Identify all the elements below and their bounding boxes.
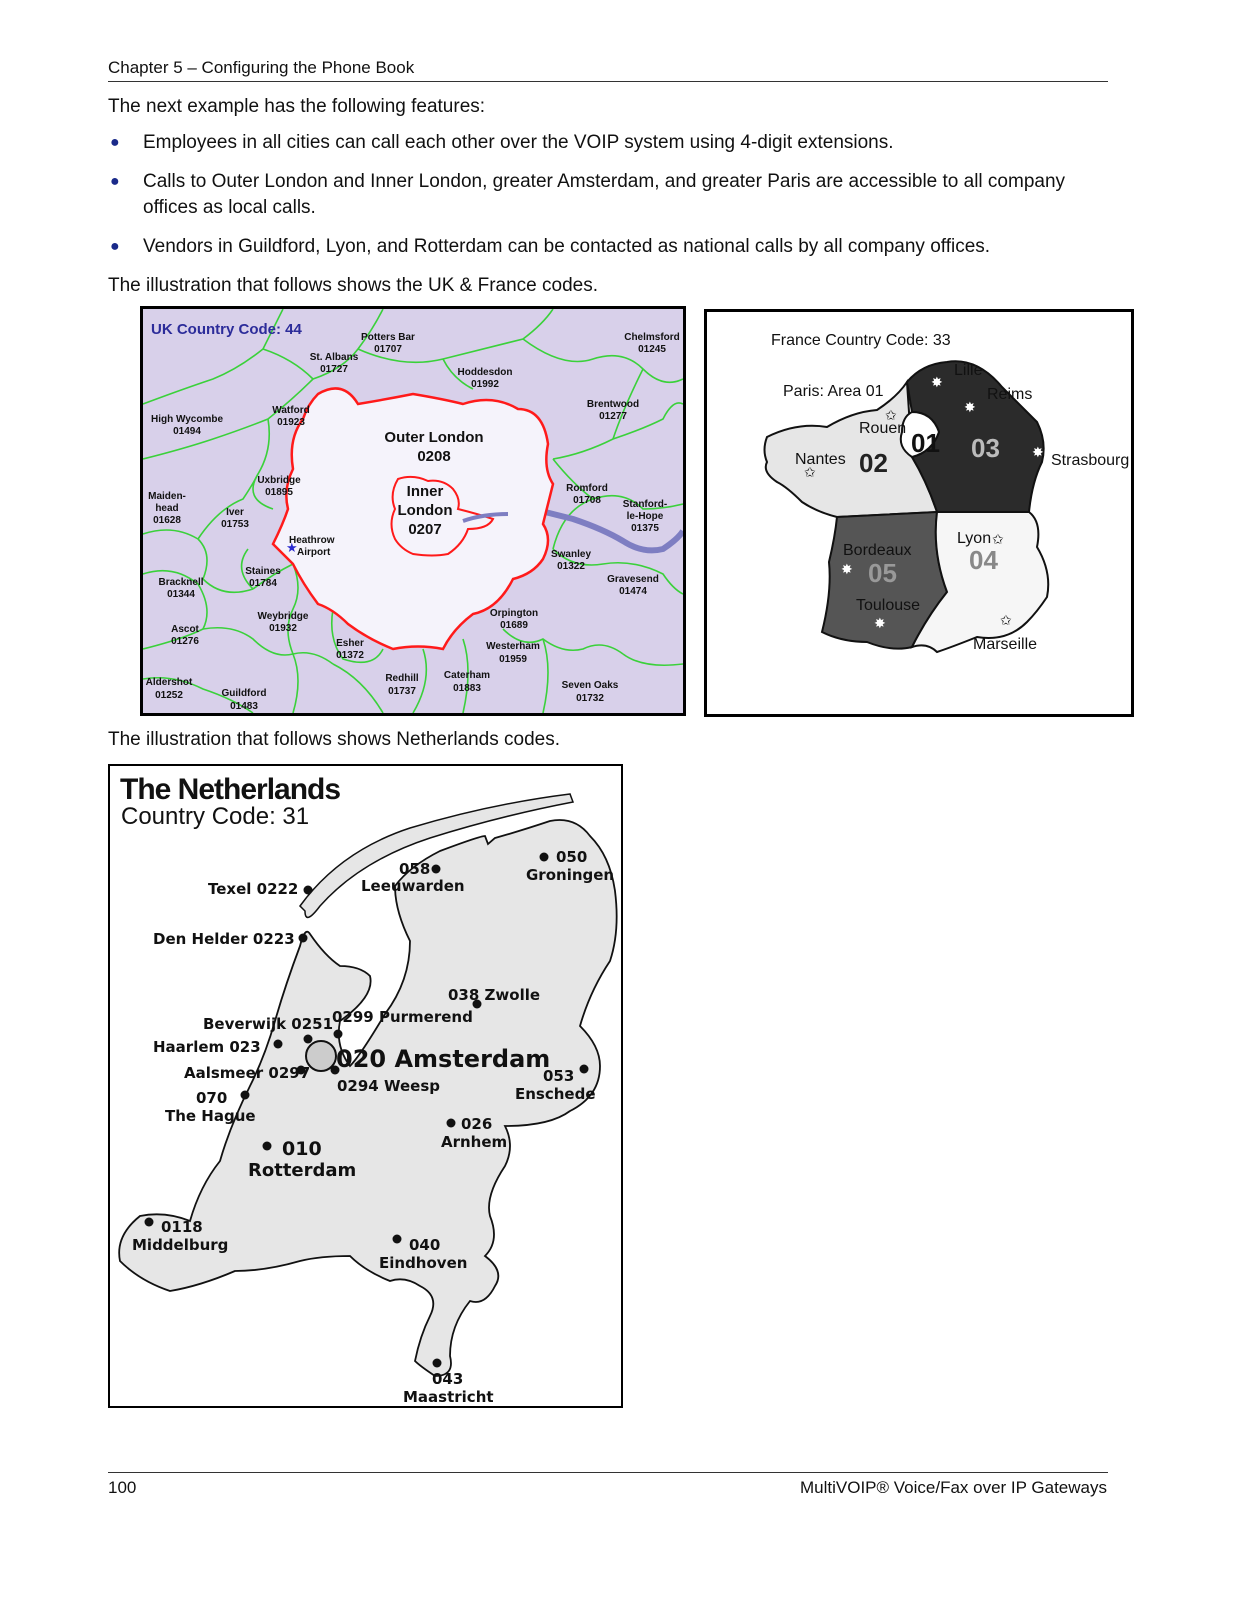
place-caterham: Caterham (443, 670, 491, 681)
marker-texel (304, 886, 313, 895)
code-maidenhead: 01628 (153, 515, 181, 526)
france-map (704, 309, 1134, 717)
place-middelburg-code: 0118 (161, 1218, 203, 1236)
region-label-04: 04 (969, 545, 998, 575)
marker-beverwijk (304, 1035, 313, 1044)
city-toulouse: Toulouse (856, 597, 921, 614)
place-den-helder: Den Helder 0223 (153, 930, 295, 948)
list-item: ● Calls to Outer London and Inner London, greater Amsterdam, and greater Paris are accessible to all company offices as local calls. (110, 171, 1066, 218)
code-ascot: 01276 (171, 636, 199, 647)
marker-middelburg (145, 1218, 154, 1227)
code-orpington: 01689 (500, 620, 528, 631)
place-watford: Watford (272, 405, 310, 416)
nl-subtitle: Country Code: 31 (121, 803, 310, 830)
code-gravesend: 01474 (619, 586, 647, 597)
city-marseille: Marseille (973, 636, 1038, 653)
city-reims: Reims (987, 386, 1033, 403)
code-iver: 01753 (221, 519, 249, 530)
place-arnhem-code: 026 (461, 1115, 493, 1133)
place-stanford: Stanford- (622, 499, 668, 510)
city-lyon: Lyon (957, 530, 992, 547)
place-esher: Esher (336, 638, 364, 649)
nl-title: The Netherlands (120, 773, 341, 806)
product-name: MultiVOIP® Voice/Fax over IP Gateways (800, 1478, 1107, 1497)
netherlands-map (108, 764, 623, 1408)
bullet-icon: ● (110, 134, 120, 151)
place-redhill: Redhill (385, 673, 419, 684)
marker-purmerend (334, 1030, 343, 1039)
code-uxbridge: 01895 (265, 487, 293, 498)
uk-title: UK Country Code: 44 (151, 321, 302, 338)
bullet-icon: ● (110, 238, 120, 255)
place-rotterdam-code: 010 (282, 1138, 322, 1160)
place-chelmsford: Chelmsford (624, 332, 680, 343)
code-caterham: 01883 (453, 683, 481, 694)
marker-leeuwarden (432, 865, 441, 874)
marker-den-helder (299, 934, 308, 943)
marker-maastricht (433, 1359, 442, 1368)
list-item: ● Vendors in Guildford, Lyon, and Rotterdam can be contacted as national calls by all company offices. (108, 234, 1118, 260)
place-weesp: 0294 Weesp (337, 1077, 440, 1095)
code-stanford: 01375 (631, 523, 659, 534)
place-leeuwarden-code: 058 (399, 860, 431, 878)
place-heathrow-2: Airport (297, 547, 331, 558)
place-eindhoven: Eindhoven (379, 1254, 468, 1272)
feature-list (108, 130, 1118, 273)
code-guildford: 01483 (230, 701, 258, 712)
city-rouen: Rouen (859, 420, 907, 437)
footer-divider (108, 1472, 1108, 1473)
code-seven-oaks: 01732 (576, 693, 604, 704)
caption-netherlands: The illustration that follows shows Netherlands codes. (108, 729, 561, 750)
star-icon: ✸ (964, 400, 976, 416)
inner-london-label-1: Inner (406, 483, 444, 500)
place-potters-bar: Potters Bar (361, 332, 415, 343)
place-heathrow: Heathrow (289, 535, 335, 546)
place-beverwijk: Beverwijk 0251 (203, 1015, 334, 1033)
region-label-03: 03 (971, 433, 1000, 463)
place-maidenhead: Maiden- (148, 491, 186, 502)
city-bordeaux: Bordeaux (843, 542, 912, 559)
place-gravesend: Gravesend (607, 574, 659, 585)
region-label-05: 05 (868, 558, 897, 588)
place-leeuwarden: Leeuwarden (361, 877, 465, 895)
code-weybridge: 01932 (269, 623, 297, 634)
star-outline-icon: ✩ (992, 532, 1004, 548)
star-outline-icon: ✩ (804, 465, 816, 481)
france-title: France Country Code: 33 (771, 332, 951, 349)
code-esher: 01372 (336, 650, 364, 661)
city-nantes: Nantes (795, 451, 846, 468)
place-aldershot: Aldershot (145, 677, 193, 688)
place-iver: Iver (226, 507, 244, 518)
amsterdam-marker (306, 1041, 336, 1071)
place-hoddesdon: Hoddesdon (457, 367, 513, 378)
place-romford: Romford (566, 483, 608, 494)
paris-label: Paris: Area 01 (783, 383, 884, 400)
city-lille: Lille (954, 362, 983, 379)
place-swanley: Swanley (550, 549, 592, 560)
star-outline-icon: ✩ (1000, 613, 1012, 629)
star-icon: ✸ (1032, 445, 1044, 461)
marker-arnhem (447, 1119, 456, 1128)
marker-eindhoven (393, 1235, 402, 1244)
place-weybridge: Weybridge (257, 611, 309, 622)
code-romford: 01708 (573, 495, 601, 506)
place-westerham: Westerham (486, 641, 540, 652)
code-staines: 01784 (249, 578, 277, 589)
place-the-hague-code: 070 (196, 1089, 228, 1107)
place-eindhoven-code: 040 (409, 1236, 441, 1254)
place-maastricht-code: 043 (432, 1370, 464, 1388)
code-swanley: 01322 (557, 561, 585, 572)
place-the-hague: The Hague (165, 1107, 256, 1125)
code-chelmsford: 01245 (638, 344, 666, 355)
place-staines: Staines (245, 566, 281, 577)
place-brentwood: Brentwood (586, 399, 640, 410)
place-uxbridge: Uxbridge (257, 475, 301, 486)
intro-text: The next example has the following features: (108, 96, 486, 117)
marker-rotterdam (263, 1142, 272, 1151)
page-number: 100 (108, 1478, 137, 1497)
place-orpington: Orpington (489, 608, 539, 619)
star-outline-icon: ✩ (885, 408, 897, 424)
place-bracknell: Bracknell (158, 577, 204, 588)
code-watford: 01923 (277, 417, 305, 428)
star-icon: ✸ (841, 562, 853, 578)
star-icon: ✸ (931, 375, 943, 391)
code-hoddesdon: 01992 (471, 379, 499, 390)
inner-london-label-2: London (397, 502, 453, 519)
outer-london-code: 0208 (417, 448, 451, 465)
star-icon: ★ (286, 541, 298, 556)
place-zwolle: 038 Zwolle (448, 986, 541, 1004)
place-purmerend: 0299 Purmerend (332, 1008, 473, 1026)
list-item: ● Employees in all cities can call each other over the VOIP system using 4-digit extensions. (108, 130, 1118, 156)
code-bracknell: 01344 (167, 589, 195, 600)
place-texel: Texel 0222 (208, 880, 299, 898)
place-enschede: Enschede (515, 1085, 596, 1103)
place-ascot: Ascot (171, 624, 199, 635)
place-arnhem: Arnhem (441, 1133, 508, 1151)
region-label-02: 02 (859, 448, 888, 478)
page-header: Chapter 5 – Configuring the Phone Book (108, 58, 1108, 82)
caption-uk-france: The illustration that follows shows the UK & France codes. (108, 275, 599, 296)
place-st-albans: St. Albans (309, 352, 359, 363)
place-enschede-code: 053 (543, 1067, 575, 1085)
code-st-albans: 01727 (320, 364, 348, 375)
code-redhill: 01737 (388, 686, 416, 697)
uk-map (140, 306, 686, 716)
marker-enschede (580, 1065, 589, 1074)
place-maidenhead-2: head (155, 503, 179, 514)
place-aalsmeer: Aalsmeer 0297 (184, 1064, 311, 1082)
place-stanford-2: le-Hope (626, 511, 664, 522)
star-icon: ✸ (874, 616, 886, 632)
place-high-wycombe: High Wycombe (150, 414, 224, 425)
place-middelburg: Middelburg (132, 1236, 229, 1254)
place-amsterdam: 020 Amsterdam (336, 1045, 551, 1073)
marker-haarlem (274, 1040, 283, 1049)
inner-london-code: 0207 (408, 521, 442, 538)
place-guildford: Guildford (221, 688, 267, 699)
place-rotterdam: Rotterdam (248, 1160, 357, 1181)
place-seven-oaks: Seven Oaks (561, 680, 619, 691)
place-groningen: Groningen (526, 866, 615, 884)
bullet-icon: ● (110, 173, 120, 190)
marker-groningen (540, 853, 549, 862)
code-aldershot: 01252 (155, 690, 183, 701)
region-label-01: 01 (911, 428, 940, 458)
code-westerham: 01959 (499, 654, 527, 665)
outer-london-label: Outer London (384, 429, 484, 446)
place-maastricht: Maastricht (403, 1388, 494, 1406)
code-potters-bar: 01707 (374, 344, 402, 355)
city-strasbourg: Strasbourg (1051, 452, 1130, 469)
code-high-wycombe: 01494 (173, 426, 201, 437)
code-brentwood: 01277 (599, 411, 627, 422)
place-groningen-code: 050 (556, 848, 588, 866)
marker-the-hague (241, 1091, 250, 1100)
place-haarlem: Haarlem 023 (153, 1038, 261, 1056)
